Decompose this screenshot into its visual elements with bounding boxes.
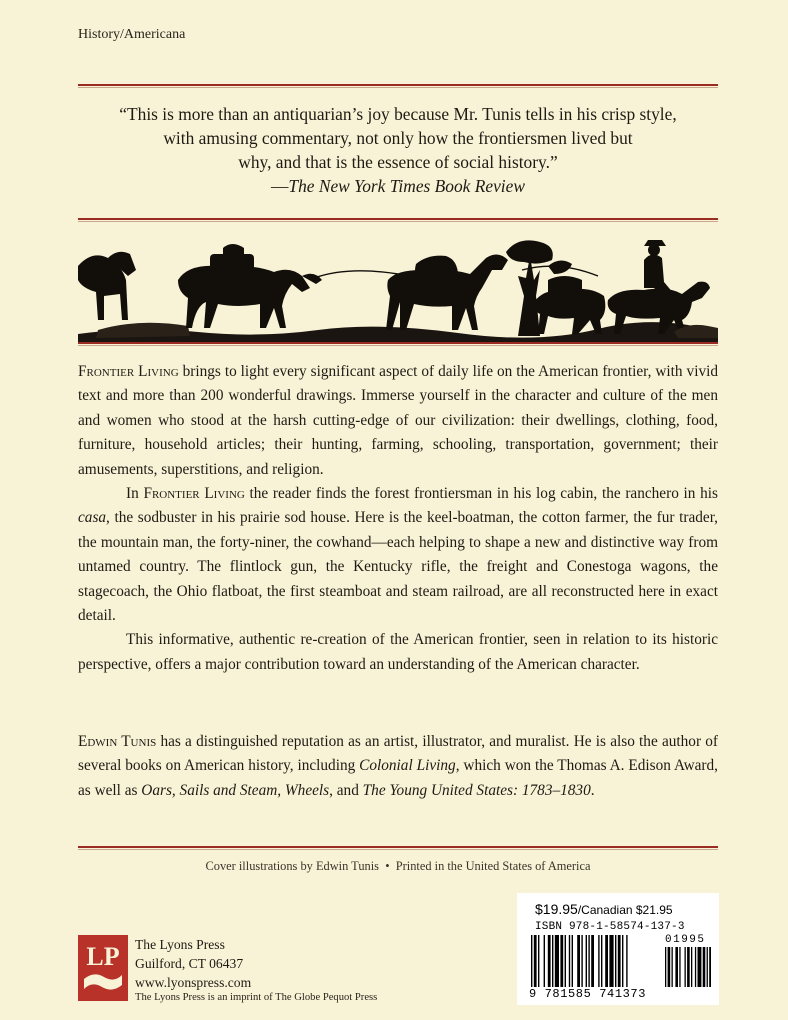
description-text: In [126, 485, 144, 503]
category-label: History/Americana [78, 27, 186, 42]
barcode-bar [581, 935, 582, 987]
barcode-bar [601, 935, 602, 987]
addon-bar [685, 947, 686, 987]
addon-bar [668, 947, 671, 987]
isbn-barcode [517, 893, 719, 1005]
illustration-credit: Cover illustrations by Edwin Tunis [205, 859, 379, 873]
description-paragraph: This informative, authentic re-creation of the American frontier, seen in relation to its historic perspective, offers a major contribution toward an understanding of the American character. [78, 631, 718, 673]
top-divider [78, 84, 718, 88]
barcode-bar [586, 935, 587, 987]
barcode-bar [609, 935, 613, 987]
attribution-dash: — [271, 176, 289, 196]
isbn-number: ISBN 978-1-58574-137-3 [535, 921, 685, 933]
quote-line: “This is more than an antiquarian’s joy because Mr. Tunis tells in his crisp style, [119, 104, 677, 124]
barcode-bar [615, 935, 616, 987]
book-description [78, 360, 718, 677]
description-text: brings to light every significant aspect of daily life on the American frontier, with vivid text and more than 200 wonderful drawings. Immerse yourself in the character and culture of the men and women who stood at the harsh cutting-edge of our civilization: their dwellings, clothing, food, furniture, household articles; their hunting, farming, schooling, transportation, government; their amusements, superstitions, and religion. [78, 363, 718, 478]
addon-bar [679, 947, 680, 987]
barcode-bar [622, 935, 623, 987]
quote-attribution [78, 174, 718, 198]
addon-bar [703, 947, 706, 987]
addon-bar [672, 947, 673, 987]
book-title: Frontier Living [143, 485, 245, 503]
barcode-bar [548, 935, 551, 987]
bio-text: , which won the Thomas A. Edison Award, as well as [78, 757, 718, 799]
barcode-bar [577, 935, 580, 987]
addon-bar [687, 947, 690, 987]
barcode-bar [598, 935, 599, 987]
description-paragraph [78, 482, 718, 628]
price-canadian: /Canadian $21.95 [577, 903, 673, 917]
cover-credits [78, 859, 718, 874]
barcode-bar [572, 935, 573, 987]
addon-bar [691, 947, 692, 987]
quote-line: with amusing commentary, not only how the frontiersmen lived but [163, 128, 633, 148]
barcode-bar [531, 935, 532, 987]
barcode-bar [618, 935, 621, 987]
book-title: The Young United States: 1783–1830 [362, 781, 591, 799]
publisher-website[interactable]: www.lyonspress.com [135, 975, 252, 990]
addon-bar [709, 947, 711, 987]
addon-number: 01995 [665, 934, 706, 946]
printed-in: Printed in the United States of America [395, 859, 591, 873]
addon-bar [665, 947, 666, 987]
addon-bar [695, 947, 696, 987]
book-title: Frontier Living [78, 363, 179, 380]
illustration-divider [78, 342, 718, 346]
imprint-note: The Lyons Press is an imprint of The Globe Pequot Press [135, 992, 378, 1003]
barcode-bar [591, 935, 594, 987]
barcode-bar [538, 935, 539, 987]
attribution-source: The New York Times Book Review [288, 176, 525, 196]
barcode-bar [588, 935, 589, 987]
author-name: Edwin Tunis [78, 733, 157, 750]
barcode-bar [552, 935, 553, 987]
barcode-bar [626, 935, 627, 987]
pack-train-illustration [78, 236, 718, 344]
description-text: , the sodbuster in his prairie sod house. Here is the keel-boatman, the cotton farmer, the fur trader, the mountain man, the forty-niner, the cowhand—each helping to shape a new and distinctive way from untamed country. The flintlock gun, the Kentucky rifle, the freight and Conestoga wagons, the stagecoach, the Ohio flatboat, the first steamboat and steam railroad, are all reconstructed here in exact detail. [78, 509, 718, 625]
barcode-bar [534, 935, 537, 987]
barcode-bar [560, 935, 563, 987]
barcode-bar [569, 935, 570, 987]
book-title: Colonial Living [359, 757, 456, 775]
addon-bar [675, 947, 678, 987]
lyons-press-logo [78, 935, 128, 1001]
addon-bar [698, 947, 702, 987]
addon-bar [707, 947, 708, 987]
description-text: the reader finds the forest frontiersman in his log cabin, the ranchero in his [244, 485, 718, 503]
bottom-divider [78, 846, 718, 850]
bio-paragraph [78, 730, 718, 803]
description-emphasis: casa [78, 509, 107, 527]
logo-letters: LP [86, 942, 120, 971]
barcode-bar [544, 935, 545, 987]
price-label [535, 901, 673, 917]
publisher-name: The Lyons Press [135, 937, 225, 952]
credit-separator: • [385, 859, 390, 873]
barcode-bar [565, 935, 566, 987]
description-paragraph [78, 360, 718, 482]
ean-number: 9 781585 741373 [529, 987, 647, 1001]
quote-divider [78, 218, 718, 222]
quote-line: why, and that is the essence of social history.” [238, 152, 558, 172]
price-us: $19.95 [535, 901, 578, 917]
barcode-bar [605, 935, 608, 987]
author-bio [78, 730, 718, 803]
barcode-bar [555, 935, 559, 987]
publisher-info [135, 935, 251, 992]
bio-text: , and [329, 781, 363, 799]
bio-text: . [590, 781, 595, 799]
book-title: Oars, Sails and Steam, Wheels [141, 781, 330, 799]
bio-text: has a distinguished reputation as an artist, illustrator, and muralist. He is also the author of several books on American history, including [78, 733, 718, 775]
publisher-address: Guilford, CT 06437 [135, 956, 244, 971]
review-quote [78, 102, 718, 198]
